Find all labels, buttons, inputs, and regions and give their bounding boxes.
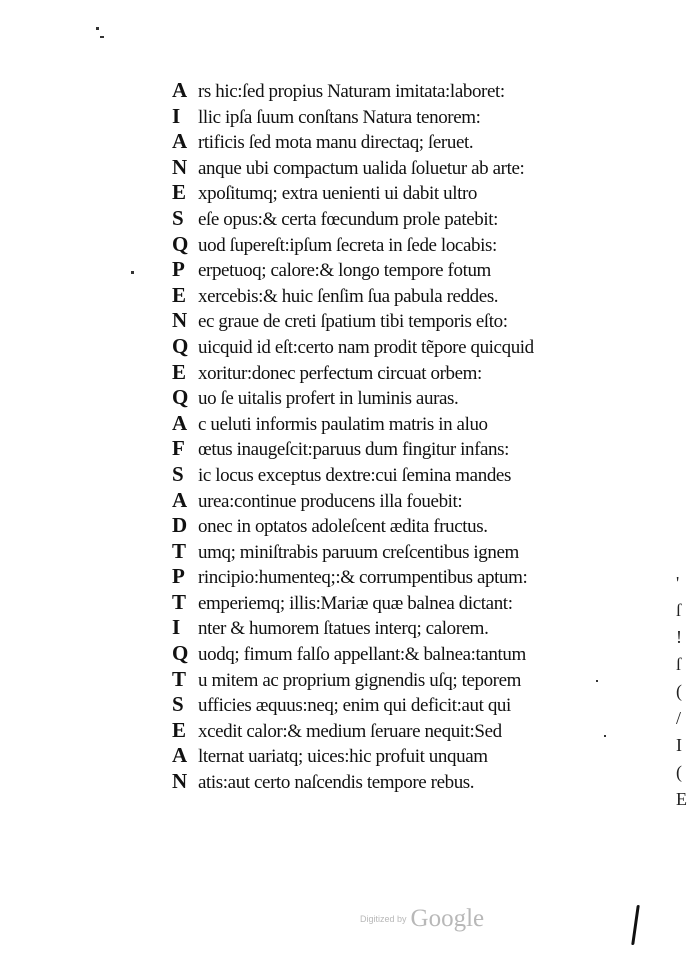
verse-initial: T xyxy=(172,589,186,614)
verse-line xyxy=(172,462,642,488)
verse-text: œtus inaugeſcit:paruus dum fingitur infans: xyxy=(198,439,510,461)
verse-line xyxy=(172,155,642,181)
verse-initial: A xyxy=(172,129,187,154)
verse-line xyxy=(172,411,642,437)
verse-line xyxy=(172,78,642,104)
verse-initial: A xyxy=(172,487,187,512)
edge-glyph: ſ xyxy=(676,654,682,674)
verse-text: rincipio:humenteq;:& corrumpentibus aptum: xyxy=(198,567,528,589)
verse-text: onec in optatos adoleſcent ædita fructus. xyxy=(198,516,488,538)
verse-line xyxy=(172,590,642,616)
verse-initial: N xyxy=(172,154,187,179)
verse-line xyxy=(172,436,642,462)
verse-initial: E xyxy=(172,359,186,384)
facing-page-edge-text xyxy=(676,570,690,813)
verse-line xyxy=(172,539,642,565)
verse-initial: F xyxy=(172,436,185,461)
ink-speck xyxy=(100,36,104,38)
verse-text: lternat uariatq; uices:hic profuit unquam xyxy=(198,746,488,768)
ink-speck xyxy=(96,27,99,30)
verse-initial: I xyxy=(172,103,180,128)
verse-text: xpoſitumq; extra uenienti ui dabit ultro xyxy=(198,183,477,205)
watermark-logo-text: Google xyxy=(410,905,485,932)
verse-line xyxy=(172,692,642,718)
page-edge-bracket xyxy=(631,905,640,945)
digitized-by-google-watermark xyxy=(360,905,484,933)
verse-line xyxy=(172,283,642,309)
verse-text: emperiemq; illis:Mariæ quæ balnea dictant: xyxy=(198,592,513,614)
verse-line xyxy=(172,257,642,283)
verse-line xyxy=(172,641,642,667)
verse-text: rtificis ſed mota manu directaq; ſeruet. xyxy=(198,132,474,154)
verse-line xyxy=(172,308,642,334)
verse-block xyxy=(172,78,642,795)
verse-text: ufficies æquus:neq; enim qui deficit:aut qui xyxy=(198,695,511,717)
verse-line xyxy=(172,513,642,539)
edge-glyph: ſ xyxy=(676,600,682,620)
verse-initial: N xyxy=(172,769,187,794)
verse-initial: Q xyxy=(172,231,188,256)
edge-glyph: ! xyxy=(676,627,682,647)
verse-text: urea:continue producens illa fouebit: xyxy=(198,490,463,512)
edge-glyph: I xyxy=(676,735,682,755)
verse-initial: Q xyxy=(172,641,188,666)
verse-text: ic locus exceptus dextre:cui ſemina mandes xyxy=(198,464,511,486)
verse-text: anque ubi compactum ualida ſoluetur ab arte: xyxy=(198,157,525,179)
verse-initial: I xyxy=(172,615,180,640)
verse-line xyxy=(172,718,642,744)
verse-text: uicquid id eſt:certo nam prodit tẽpore quicquid xyxy=(198,336,534,358)
verse-text: uod ſupereſt:ipſum ſecreta in ſede locabis: xyxy=(198,234,497,256)
verse-line xyxy=(172,488,642,514)
verse-initial: E xyxy=(172,717,186,742)
verse-text: xercebis:& huic ſenſim ſua pabula reddes. xyxy=(198,285,499,307)
watermark-small-text: Digitized by xyxy=(360,914,407,924)
verse-initial: T xyxy=(172,538,186,563)
verse-text: erpetuoq; calore:& longo tempore fotum xyxy=(198,260,491,282)
verse-initial: A xyxy=(172,743,187,768)
verse-text: xoritur:donec perfectum circuat orbem: xyxy=(198,362,482,384)
verse-line xyxy=(172,334,642,360)
verse-initial: P xyxy=(172,257,185,282)
verse-initial: S xyxy=(172,461,184,486)
verse-text: xcedit calor:& medium ſeruare nequit:Sed xyxy=(198,720,502,742)
verse-initial: T xyxy=(172,666,186,691)
verse-initial: Q xyxy=(172,385,188,410)
edge-glyph: ( xyxy=(676,681,682,701)
verse-line xyxy=(172,769,642,795)
verse-line xyxy=(172,667,642,693)
verse-text: c ueluti informis paulatim matris in aluo xyxy=(198,413,488,435)
verse-initial: D xyxy=(172,513,187,538)
verse-text: eſe opus:& certa fœcundum prole patebit: xyxy=(198,208,499,230)
verse-initial: A xyxy=(172,78,187,102)
verse-initial: A xyxy=(172,410,187,435)
verse-text: u mitem ac proprium gignendis uſq; teporem xyxy=(198,669,522,691)
verse-text: rs hic:ſed propius Naturam imitata:laboret: xyxy=(198,81,505,102)
verse-initial: P xyxy=(172,564,185,589)
verse-text: ec graue de creti ſpatium tibi temporis eſto: xyxy=(198,311,508,333)
verse-text: atis:aut certo naſcendis tempore rebus. xyxy=(198,772,475,794)
verse-line xyxy=(172,615,642,641)
verse-line xyxy=(172,180,642,206)
verse-line xyxy=(172,743,642,769)
verse-text: llic ipſa ſuum conſtans Natura tenorem: xyxy=(198,106,481,128)
verse-initial: N xyxy=(172,308,187,333)
edge-glyph: E xyxy=(676,789,687,809)
verse-line xyxy=(172,129,642,155)
verse-line xyxy=(172,206,642,232)
verse-text: uo ſe uitalis profert in luminis auras. xyxy=(198,388,459,410)
verse-line xyxy=(172,564,642,590)
verse-line xyxy=(172,385,642,411)
verse-initial: E xyxy=(172,282,186,307)
verse-initial: S xyxy=(172,692,184,717)
edge-glyph: / xyxy=(676,708,682,728)
verse-text: uodq; fimum falſo appellant:& balnea:tantum xyxy=(198,644,526,666)
verse-initial: S xyxy=(172,205,184,230)
verse-line xyxy=(172,104,642,130)
edge-glyph: ' xyxy=(676,573,680,593)
verse-text: umq; miniſtrabis paruum creſcentibus ignem xyxy=(198,541,519,563)
verse-initial: E xyxy=(172,180,186,205)
verse-line xyxy=(172,232,642,258)
verse-line xyxy=(172,360,642,386)
verse-text: nter & humorem ſtatues interq; calorem. xyxy=(198,618,489,640)
ink-speck xyxy=(131,271,134,274)
edge-glyph: ( xyxy=(676,762,682,782)
verse-initial: Q xyxy=(172,333,188,358)
